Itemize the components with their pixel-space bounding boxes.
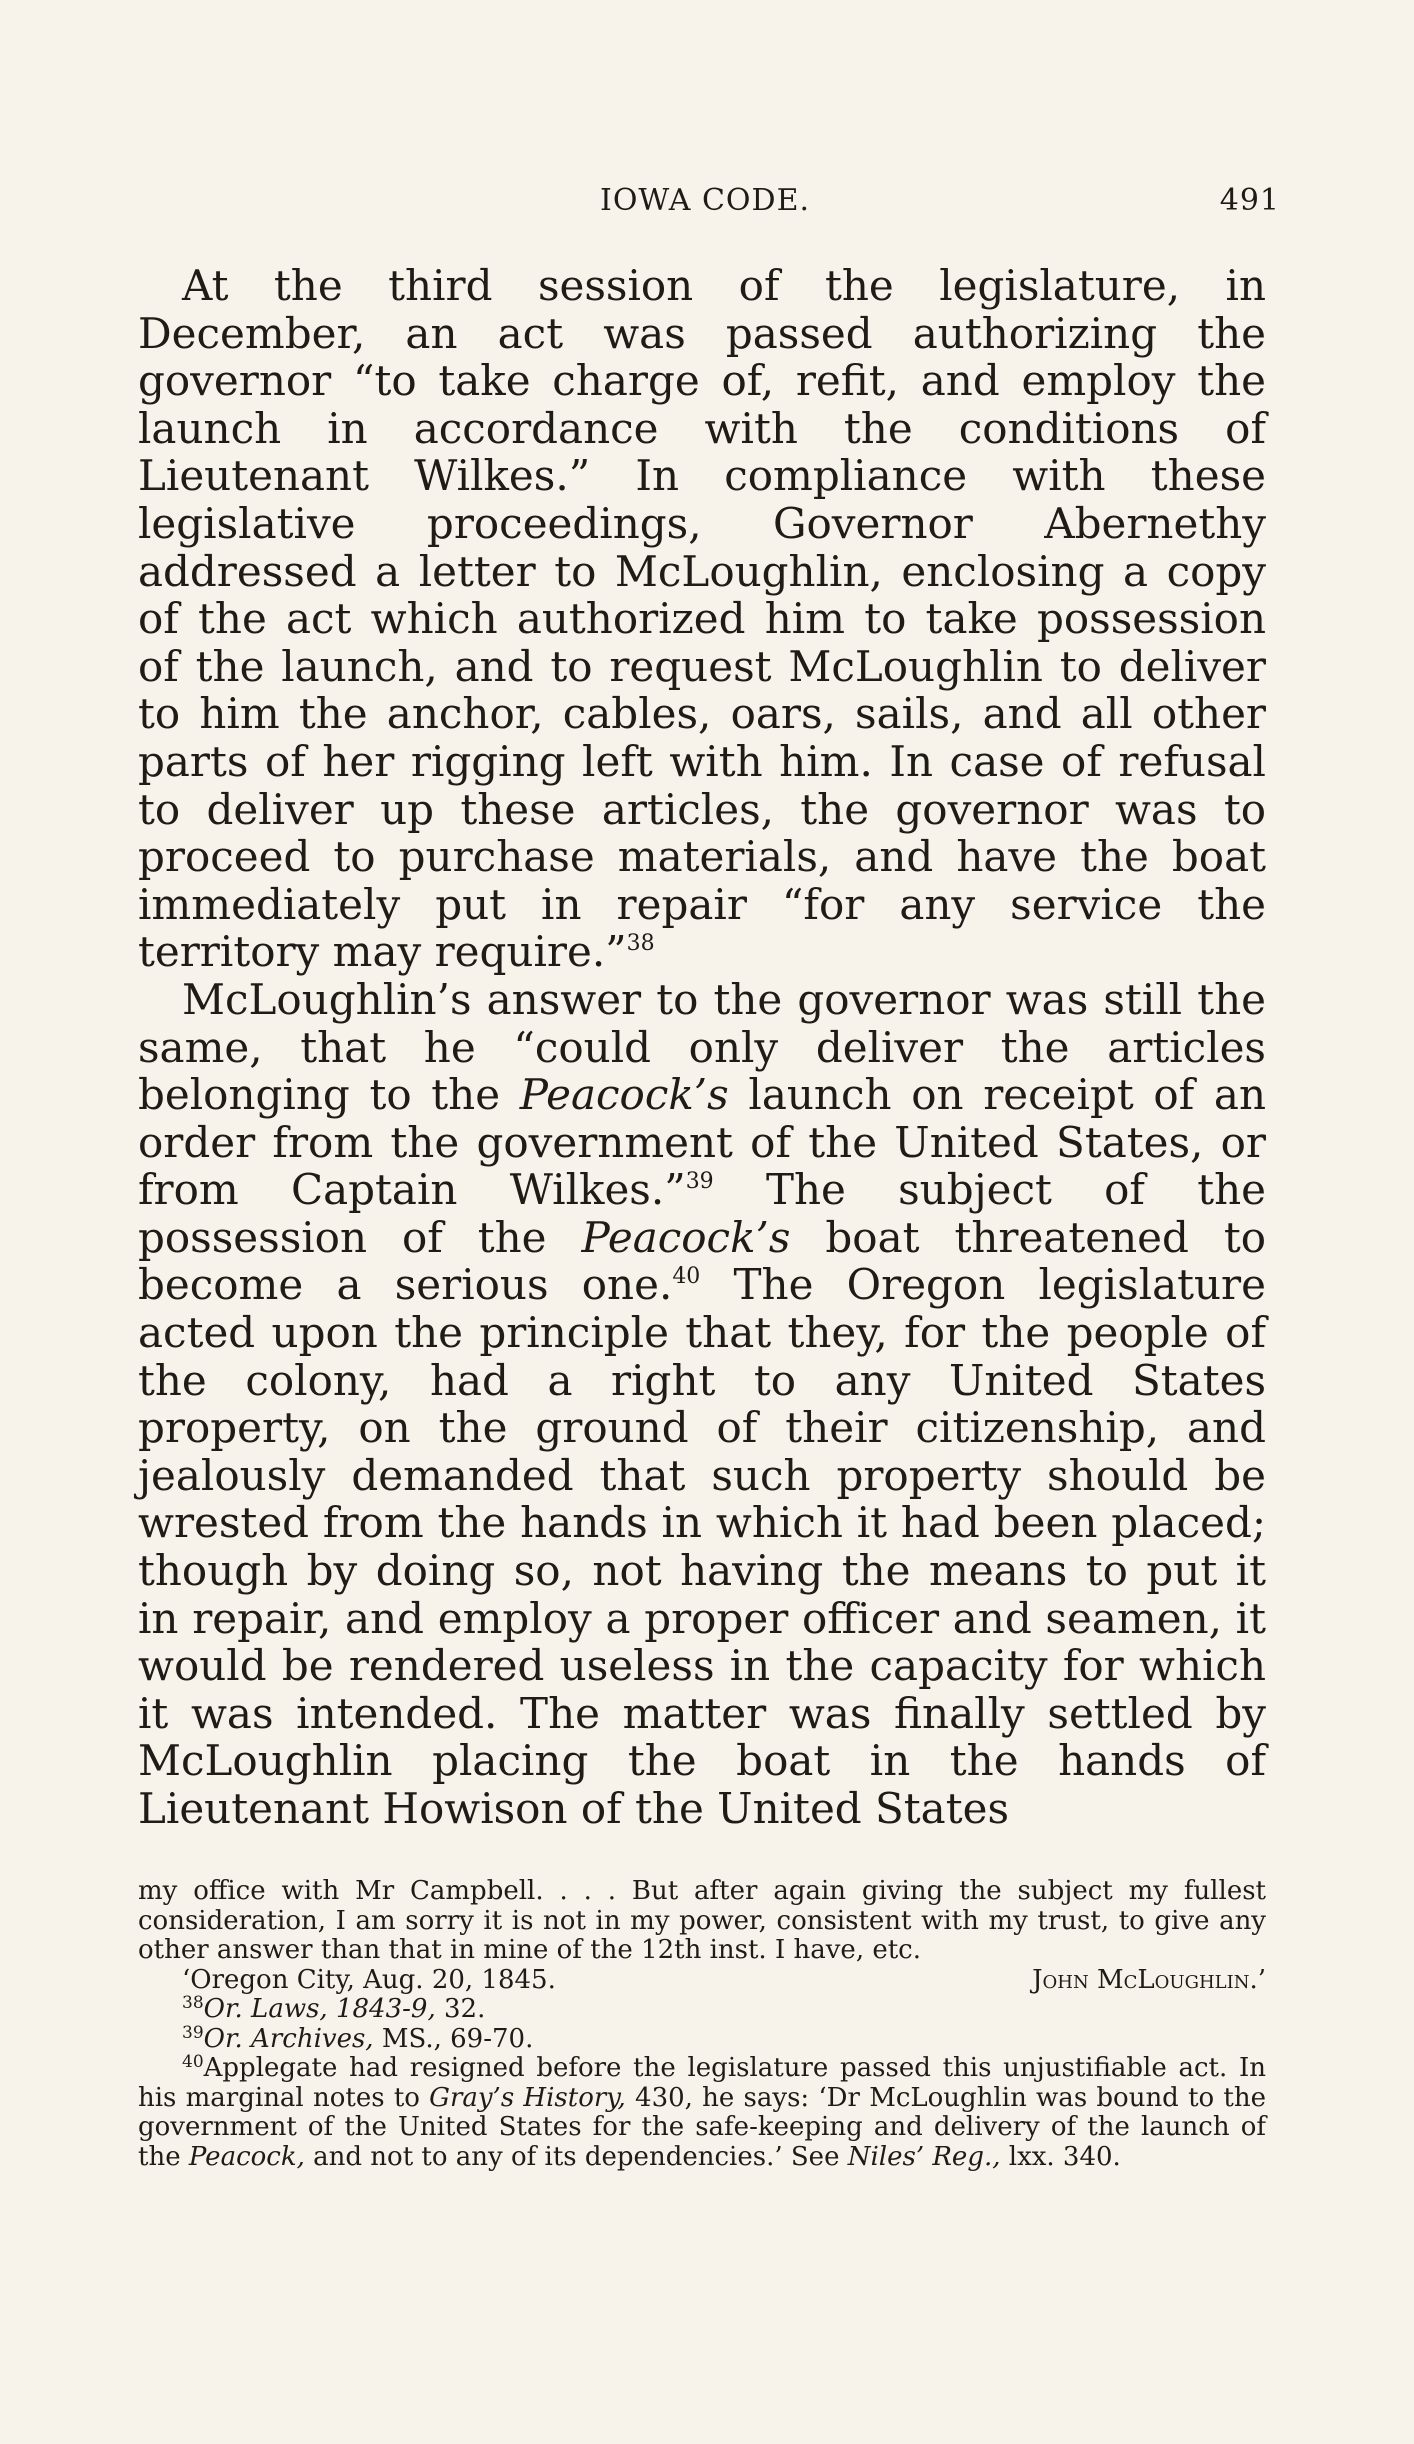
paragraph-2-text-b: launch on receipt of an order from the government of the United States, or from Captain Wilkes.” [138, 1070, 1267, 1215]
citation-title: Gray’s History, [429, 2082, 626, 2113]
footnote-ref-39: 39 [685, 1169, 714, 1195]
paragraph-1-text: At the third session of the legislature, in December, an act was passed authorizing the governor “to take charge of, refit, and employ the launch in accordance with the conditions of Lieutenant Wilkes.” In compliance with these legislative proceedings, Governor Abernethy addressed a letter to McLoughlin, enclosing a copy of the act which authorized him to take possession of the launch, and to request McLoughlin to deliver to him the anchor, cables, oars, sails, and all other parts of her rigging left with him. In case of refusal to deliver up these articles, the governor was to proceed to purchase materials, and have the boat immediately put in repair “for any service the territory may require.” [138, 261, 1266, 977]
citation-title: Niles’ Reg., [847, 2141, 1001, 2172]
running-head [130, 183, 1280, 223]
citation-detail: MS., 69-70. [373, 2023, 534, 2054]
footnote-38 [138, 1995, 1266, 2025]
paragraph-2-text-d: boat threatened to become a serious one. [138, 1212, 1266, 1310]
paragraph-2-text-c: The subject of the possession of the [138, 1165, 1267, 1262]
running-title: IOWA CODE. [599, 183, 811, 218]
footnote-signature-line [138, 1966, 1266, 1996]
citation-detail: 32. [435, 1994, 486, 2024]
ship-name-peacock: Peacock’s [581, 1212, 791, 1262]
footnote-mark: 38 [182, 1993, 204, 2013]
ship-name-peacock: Peacock, [188, 2141, 305, 2172]
paragraph-2-text-a: McLoughlin’s answer to the governor was still the same, that he “could only deliver the articles belonging to the [138, 974, 1266, 1120]
paragraph-1 [138, 262, 1266, 976]
paragraph-2 [138, 976, 1266, 1833]
footnote-mark: 40 [182, 2052, 204, 2072]
page-number: 491 [1219, 183, 1280, 218]
footnote-40-text-a: Applegate had resigned before the legislature passed this unjustifiable act. In his marginal notes to [138, 2053, 1266, 2113]
footnote-39 [138, 2022, 1266, 2055]
footnote-dateline: ‘Oregon City, Aug. 20, 1845. [182, 1964, 556, 1995]
paragraph-2-text-e: The Oregon legislature acted upon the principle that they, for the people of the colony, had a right to any United States property, on the ground of their citizenship, and jealously demanded that such property should be wrested from the hands in which it had been placed; though by doing so, not having the means to put it in repair, and employ a proper officer and seamen, it would be rendered useless in the capacity for which it was intended. The matter was finally settled by McLoughlin placing the boat in the hands of Lieutenant Howison of the United States [138, 1260, 1266, 1833]
footnote-ref-40: 40 [672, 1264, 701, 1290]
body-text [138, 262, 1266, 1833]
footnote-ref-38: 38 [626, 931, 655, 957]
ship-name-peacock: Peacock’s [519, 1070, 729, 1120]
footnote-40 [138, 2054, 1266, 2172]
footnote-40-text-b: 430, he says: ‘Dr McLoughlin was bound to the government of the United States for the safe-keeping and delivery of the launch of the [138, 2082, 1267, 2172]
footnote-continuation: my office with Mr Campbell. . . . But after again giving the subject my fullest consideration, I am sorry it is not in my power, consistent with my trust, to give any other answer than that in mine of the 12th inst. I have, etc. [138, 1876, 1266, 1965]
citation-title: Or. Laws, 1843-9, [203, 1994, 436, 2024]
footnotes [138, 1877, 1266, 2172]
citation-title: Or. Archives, [203, 2023, 374, 2054]
footnote-40-text-c: and not to any of its dependencies.’ See [304, 2141, 848, 2172]
footnote-40-text-d: lxx. 340. [1000, 2141, 1121, 2172]
footnote-signature: John McLoughlin.’ [1032, 1964, 1266, 1995]
footnote-mark: 39 [182, 2022, 204, 2043]
